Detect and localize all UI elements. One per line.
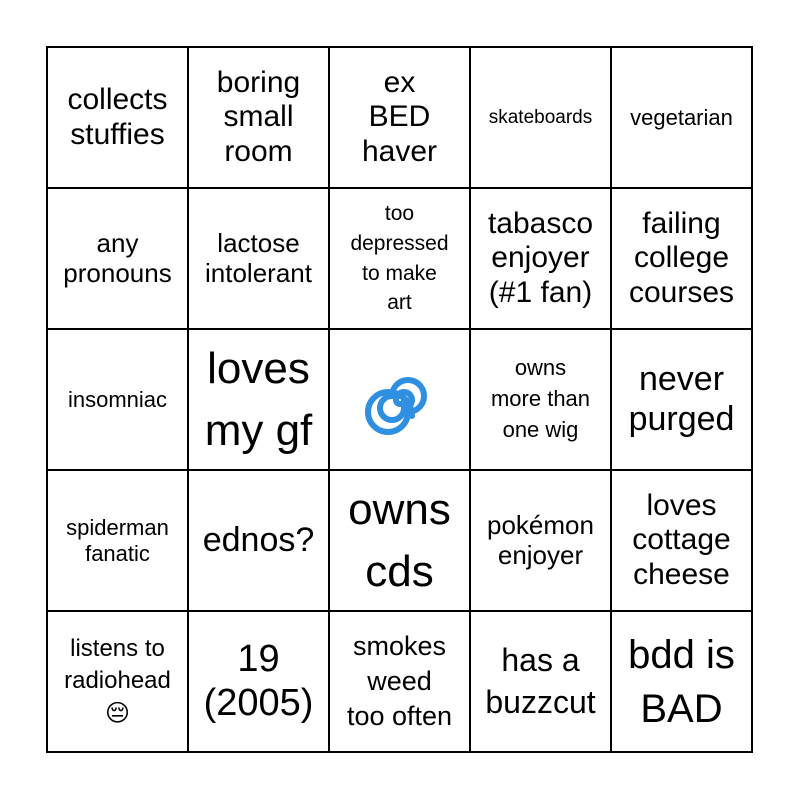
cell-text: owns more than one wig — [490, 355, 591, 442]
bingo-cell[interactable] — [47, 329, 188, 470]
bingo-cell[interactable] — [470, 329, 611, 470]
bingo-cell[interactable] — [47, 188, 188, 329]
cell-text: spiderman fanatic — [66, 515, 169, 566]
cell-text: too depressed to make art — [350, 201, 449, 315]
bingo-cell[interactable] — [188, 611, 329, 752]
cell-text: loves cottage cheese — [632, 488, 731, 591]
cell-text: insomniac — [67, 386, 168, 412]
bingo-cell[interactable] — [188, 470, 329, 611]
cell-text: ednos? — [202, 520, 315, 559]
bingo-cell[interactable] — [329, 611, 470, 752]
cell-text: skateboards — [488, 106, 593, 128]
cell-text: collects stuffies — [67, 83, 168, 151]
bingo-board — [46, 46, 753, 753]
free-space-cell[interactable] — [329, 329, 470, 470]
cell-text: failing college courses — [628, 206, 735, 309]
cell-text: bdd is BAD — [628, 632, 735, 731]
cell-text: has a buzzcut — [485, 641, 596, 720]
bingo-cell[interactable] — [329, 188, 470, 329]
cell-text: boring small room — [216, 65, 301, 168]
cyclone-icon — [365, 365, 435, 435]
cell-text: lactose intolerant — [205, 227, 312, 288]
cell-text: 19 (2005) — [203, 637, 314, 724]
bingo-cell[interactable] — [188, 47, 329, 188]
cell-text: listens to radiohead 😔 — [64, 634, 171, 727]
cell-text: any pronouns — [63, 227, 172, 288]
bingo-cell[interactable] — [470, 611, 611, 752]
cell-text: ex BED haver — [361, 65, 438, 168]
bingo-cell[interactable] — [47, 470, 188, 611]
bingo-cell[interactable] — [470, 470, 611, 611]
bingo-cell[interactable] — [188, 188, 329, 329]
bingo-cell[interactable] — [470, 188, 611, 329]
cell-text: vegetarian — [630, 104, 733, 130]
bingo-cell[interactable] — [611, 470, 752, 611]
bingo-cell[interactable] — [611, 47, 752, 188]
bingo-cell[interactable] — [470, 47, 611, 188]
bingo-cell[interactable] — [611, 188, 752, 329]
bingo-cell[interactable] — [611, 611, 752, 752]
cell-text: owns cds — [348, 484, 451, 596]
cell-text: pokémon enjoyer — [487, 509, 594, 570]
bingo-cell[interactable] — [47, 611, 188, 752]
bingo-cell[interactable] — [47, 47, 188, 188]
cell-text: smokes weed too often — [346, 630, 453, 732]
cell-text: loves my gf — [204, 343, 313, 455]
bingo-cell[interactable] — [329, 47, 470, 188]
cell-text: tabasco enjoyer (#1 fan) — [487, 206, 594, 309]
bingo-cell[interactable] — [611, 329, 752, 470]
cell-text: never purged — [628, 360, 735, 438]
bingo-cell[interactable] — [188, 329, 329, 470]
bingo-cell[interactable] — [329, 470, 470, 611]
